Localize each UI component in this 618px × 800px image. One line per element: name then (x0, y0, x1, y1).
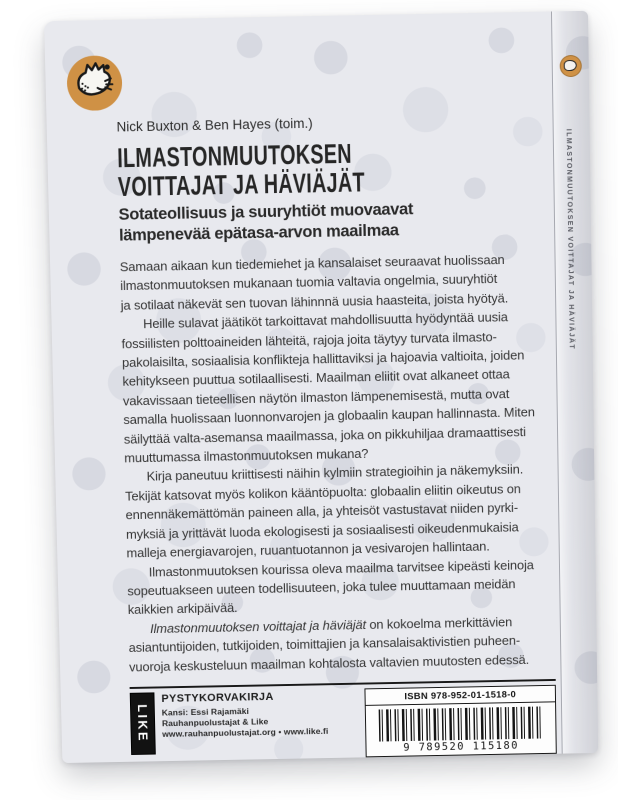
paragraph-3: Kirja paneutuu kriittisesti näihin kylmiin strategioihin ja näkemyksiin. Tekijät katsovat myös kolikon kääntöpuolta: globaalin eliitin oikeutus on ennennäkemättömän paineen alla, ja yhteisöt vastustavat niiden pyrki- myksiä ja yrittävät luoda ekologisesti ja sosiaalisesti oikeudenmukaisia malleja energiavarojen, ruuantuotannon ja vesivarojen hallintaan. (124, 462, 524, 561)
imprint-and-credits (161, 689, 329, 761)
author-line: Nick Buxton & Ben Hayes (toim.) (116, 115, 313, 135)
isbn-block (364, 685, 556, 758)
barcode-bars-icon (379, 706, 543, 741)
paragraph-1: Samaan aikaan kun tiedemiehet ja kansalaiset seuraavat huolissaan ilmastonmuutoksen mukanaan tuomia valtavia ongelmia, suuryhtiöt ja sotilaat näkevät sen tuovan lähinnnä uusia haasteita, joista hyötyä. (119, 252, 509, 313)
credits-lines: Kansi: Essi Rajamäki Rauhanpuolustajat & Like www.rauhanpuolustajat.org • www.like.fi (161, 706, 329, 739)
paragraph-2: Heille sulavat jäätiköt tarkoittavat mahdollisuutta hyödyntää uusia fossiilisten polttoaineiden lähteitä, rajoja joita täytyy turvata ilmasto- pakolaisilta, sosiaalisia konflikteja hallittaviksi ja hajoavia valtioita, joiden kehitykseen puuttua sotilaallisesti. Maailman eliitit ovat alkaneet ottaa vakavissaan tieteellisen näytön ilmaston lämpenemisestä, mutta ovat samalla huolissaan luonnonvarojen ja globaalin kaupan hallinnasta. Miten säilyttää valta-asemansa maailmassa, joka on pikkuhiljaa dramaattisesti muuttumassa ilmastonmuutoksen mukana? (121, 309, 535, 466)
spine-cat-logo-icon (560, 55, 582, 77)
paragraph-4: Ilmastonmuutoksen kourissa oleva maailma tarvitsee kipeästi keinoja sopeutuakseen uuteen todellisuuteen, joka tulee muuttamaan meidän kaikkien arkipäivää. (127, 556, 534, 618)
back-cover-blurb (120, 249, 570, 676)
like-cat-logo-icon (65, 54, 124, 113)
like-publisher-logo (130, 692, 156, 755)
barcode-digits: 9 789520 115180 (403, 739, 519, 754)
imprint-name: PYSTYKORVAKIRJA (161, 691, 274, 705)
isbn-label: ISBN 978-952-01-1518-0 (364, 685, 556, 706)
book-title-italic-mention: Ilmastonmuutoksen voittajat ja häviäjät (149, 617, 367, 636)
like-logo-text: LIKE (134, 704, 151, 744)
paragraph-5-first-line-rest: on kokoelma merkittävien (365, 614, 513, 632)
publisher-footer (130, 679, 557, 762)
publisher-info-block (130, 688, 366, 761)
book-subtitle: Sotateollisuus ja suuryhtiöt muovaavat lämpenevää epätasa-arvon maailmaa (118, 200, 414, 245)
book-back-cover (44, 11, 598, 763)
paragraph-5 (128, 611, 569, 676)
book-title: ILMASTONMUUTOKSEN VOITTAJAT JA HÄVIÄJÄT (116, 137, 366, 203)
barcode (365, 702, 557, 757)
paragraph-5-remaining-lines: asiantuntijoiden, tutkijoiden, toimittajien ja kansalaisaktivistien puheen- vuoroja keskusteluun maailman kohtalosta valtavien muutosten edessä. (128, 633, 530, 674)
cover-text-area (116, 111, 569, 676)
spine-title-text: ILMASTONMUUTOKSEN VOITTAJAT JA HÄVIÄJÄT (564, 128, 575, 351)
